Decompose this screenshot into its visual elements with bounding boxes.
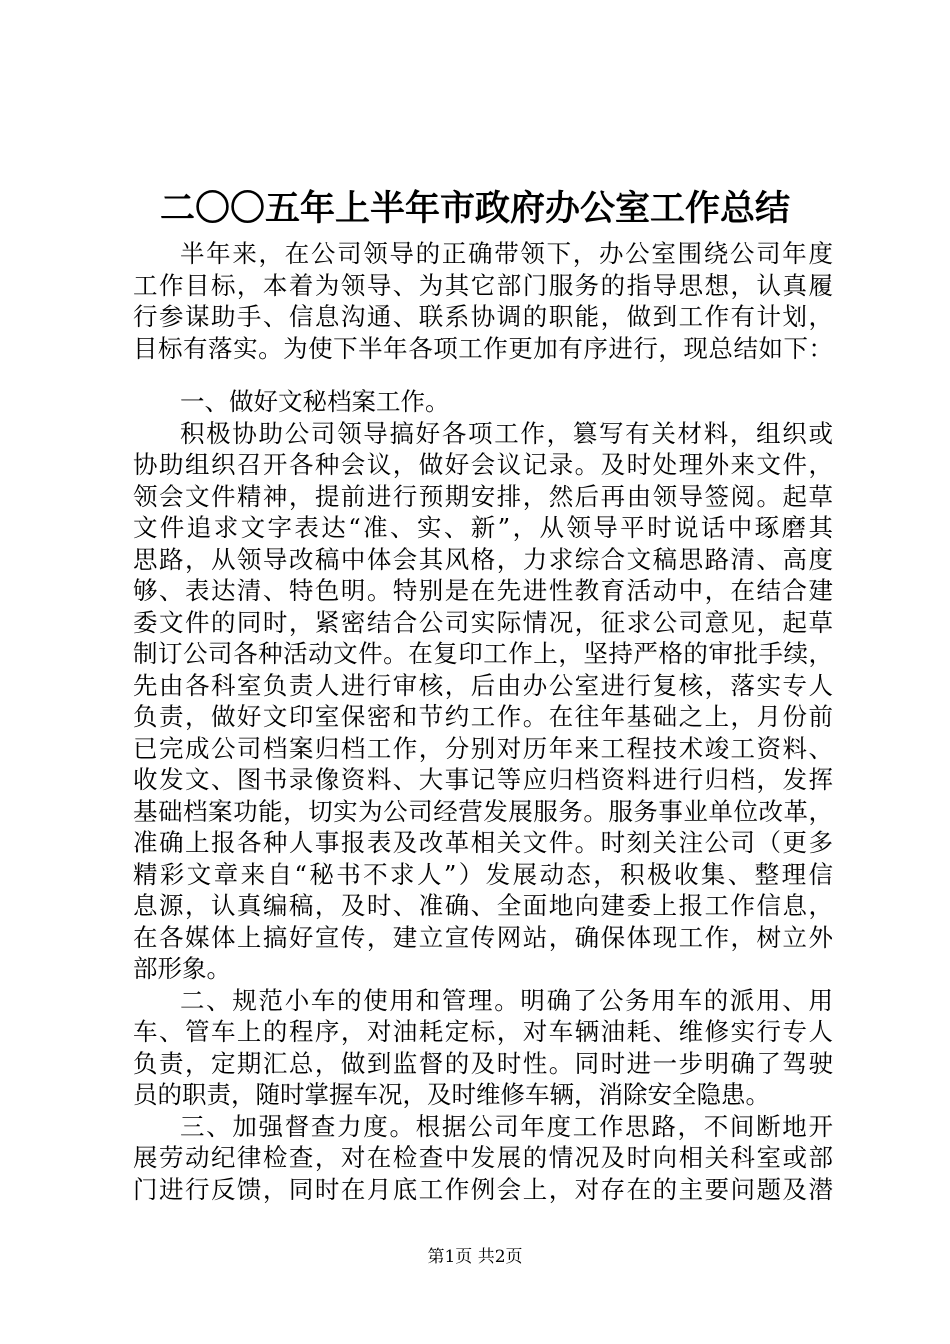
document-title: 二〇〇五年上半年市政府办公室工作总结	[159, 188, 790, 229]
text-line: 二、规范小车的使用和管理。明确了公务用车的派用、用	[180, 986, 833, 1015]
text-line: 精彩文章来自“秘书不求人”）发展动态，积极收集、整理信	[133, 860, 833, 889]
text-line: 制订公司各种活动文件。在复印工作上，坚持严格的审批手续，	[133, 639, 833, 668]
text-line: 工作目标，本着为领导、为其它部门服务的指导思想，认真履	[133, 271, 833, 300]
text-line: 够、表达清、特色明。特别是在先进性教育活动中，在结合建	[133, 576, 833, 605]
text-line: 部形象。	[133, 954, 231, 983]
text-line: 半年来，在公司领导的正确带领下，办公室围绕公司年度	[180, 239, 833, 268]
text-line: 在各媒体上搞好宣传，建立宣传网站，确保体现工作，树立外	[133, 923, 833, 952]
page-footer: 第1页 共2页	[427, 1247, 523, 1267]
text-line: 息源，认真编稿，及时、准确、全面地向建委上报工作信息，	[133, 891, 833, 920]
text-line: 思路，从领导改稿中体会其风格，力求综合文稿思路清、高度	[133, 545, 833, 574]
text-line: 负责，定期汇总，做到监督的及时性。同时进一步明确了驾驶	[133, 1049, 833, 1078]
text-line: 积极协助公司领导搞好各项工作，篡写有关材料，组织或	[180, 419, 833, 448]
text-line: 三、加强督查力度。根据公司年度工作思路，不间断地开	[180, 1112, 833, 1141]
text-line: 先由各科室负责人进行审核，后由办公室进行复核，落实专人	[133, 671, 833, 700]
text-line: 目标有落实。为使下半年各项工作更加有序进行，现总结如下：	[133, 334, 833, 363]
text-line: 员的职责，随时掌握车况，及时维修车辆，消除安全隐患。	[133, 1080, 770, 1109]
text-line: 展劳动纪律检查，对在检查中发展的情况及时向相关科室或部	[133, 1143, 833, 1172]
text-line: 准确上报各种人事报表及改革相关文件。时刻关注公司（更多	[133, 828, 833, 857]
text-line: 行参谋助手、信息沟通、联系协调的职能，做到工作有计划，	[133, 302, 833, 331]
text-line: 门进行反馈，同时在月底工作例会上，对存在的主要问题及潜	[133, 1175, 833, 1204]
text-line: 基础档案功能，切实为公司经营发展服务。服务事业单位改革，	[133, 797, 833, 826]
text-line: 收发文、图书录像资料、大事记等应归档资料进行归档，发挥	[133, 765, 833, 794]
text-line: 协助组织召开各种会议，做好会议记录。及时处理外来文件，	[133, 450, 833, 479]
text-line: 已完成公司档案归档工作，分别对历年来工程技术竣工资料、	[133, 734, 833, 763]
text-line: 车、管车上的程序，对油耗定标，对车辆油耗、维修实行专人	[133, 1017, 833, 1046]
section-heading: 一、做好文秘档案工作。	[180, 387, 450, 416]
text-line: 负责，做好文印室保密和节约工作。在往年基础之上，月份前	[133, 702, 833, 731]
text-line: 文件追求文字表达“准、实、新”，从领导平时说话中琢磨其	[133, 513, 833, 542]
text-line: 领会文件精神，提前进行预期安排，然后再由领导签阅。起草	[133, 482, 833, 511]
text-line: 委文件的同时，紧密结合公司实际情况，征求公司意见，起草	[133, 608, 833, 637]
